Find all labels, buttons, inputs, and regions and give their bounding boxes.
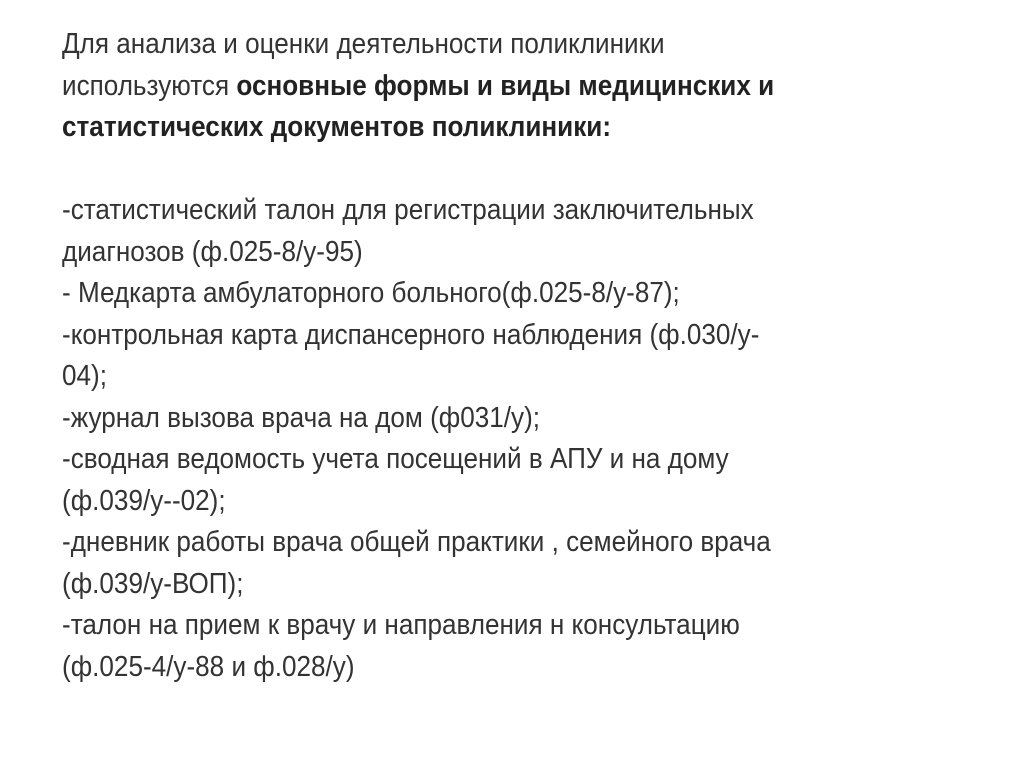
list-line: -контрольная карта диспансерного наблюдения (ф.030/у- [62, 318, 760, 351]
slide-text [62, 24, 872, 688]
blank-line [62, 149, 872, 191]
list-line: (ф.039/у--02); [62, 484, 226, 517]
list-line: -журнал вызова врача на дом (ф031/у); [62, 401, 541, 434]
intro-line-2-bold: основные формы и виды медицинских и [236, 69, 775, 102]
intro-line-2-plain: используются [62, 69, 237, 102]
intro-line-2 [62, 66, 872, 108]
list-line: -дневник работы врача общей практики , семейного врача [62, 526, 771, 558]
list-line: -статистический талон для регистрации заключительных [62, 194, 754, 226]
list-line: диагнозов (ф.025-8/у-95) [62, 235, 363, 268]
list-line: (ф.039/у-ВОП); [62, 567, 244, 600]
intro-line-3-bold: статистических документов поликлиники: [62, 111, 612, 143]
list-line: -сводная ведомость учета посещений в АПУ и на дому [62, 443, 729, 475]
list-line: 04); [62, 360, 107, 392]
list-line: (ф.025-4/у-88 и ф.028/у) [62, 650, 355, 683]
list-line: - Медкарта амбулаторного больного(ф.025-8/у-87); [62, 277, 680, 309]
intro-line-1: Для анализа и оценки деятельности поликлиники [62, 28, 665, 60]
list-line: -талон на прием к врачу и направления н консультацию [62, 609, 740, 641]
